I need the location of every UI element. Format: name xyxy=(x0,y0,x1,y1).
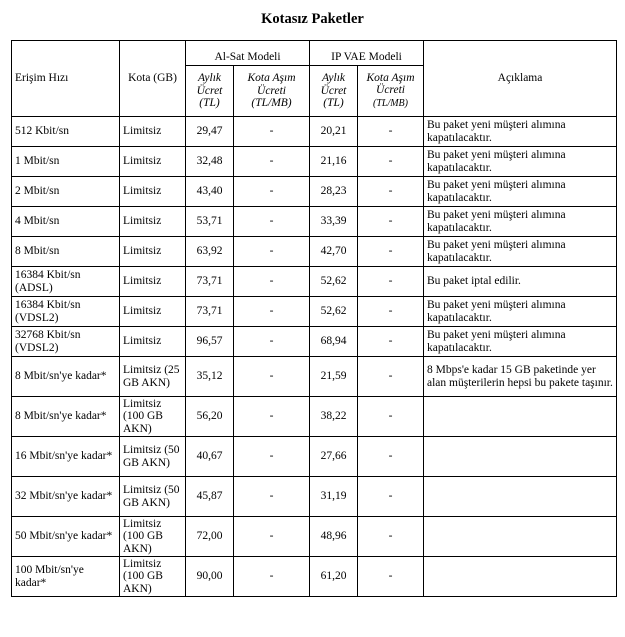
cell-speed: 16384 Kbit/sn (ADSL) xyxy=(12,267,120,297)
header-alsat: Al-Sat Modeli xyxy=(186,41,310,66)
cell-speed: 8 Mbit/sn'ye kadar* xyxy=(12,397,120,437)
cell-aciklama xyxy=(424,397,617,437)
cell-aciklama: Bu paket yeni müşteri alımına kapatılacaktır. xyxy=(424,327,617,357)
cell-alsat-kota-asim: - xyxy=(234,117,310,147)
cell-ipvae-aylik: 38,22 xyxy=(310,397,358,437)
cell-alsat-kota-asim: - xyxy=(234,297,310,327)
cell-ipvae-aylik: 21,59 xyxy=(310,357,358,397)
table-row xyxy=(12,117,617,147)
cell-speed: 2 Mbit/sn xyxy=(12,177,120,207)
table-row xyxy=(12,207,617,237)
cell-ipvae-aylik: 28,23 xyxy=(310,177,358,207)
cell-alsat-aylik: 72,00 xyxy=(186,517,234,557)
cell-kota: Limitsiz (50 GB AKN) xyxy=(120,437,186,477)
cell-alsat-kota-asim: - xyxy=(234,557,310,597)
cell-alsat-aylik: 45,87 xyxy=(186,477,234,517)
table-row xyxy=(12,327,617,357)
cell-alsat-aylik: 63,92 xyxy=(186,237,234,267)
cell-ipvae-kota-asim: - xyxy=(358,517,424,557)
cell-alsat-kota-asim: - xyxy=(234,327,310,357)
cell-alsat-aylik: 90,00 xyxy=(186,557,234,597)
cell-kota: Limitsiz xyxy=(120,147,186,177)
cell-ipvae-kota-asim: - xyxy=(358,177,424,207)
page-title: Kotasız Paketler xyxy=(261,11,364,27)
header-alsat-kota-asim: Kota Aşım Ücreti (TL/MB) xyxy=(234,66,310,117)
cell-aciklama: Bu paket yeni müşteri alımına kapatılacaktır. xyxy=(424,177,617,207)
table-row xyxy=(12,477,617,517)
cell-alsat-kota-asim: - xyxy=(234,397,310,437)
header-erisim: Erişim Hızı xyxy=(12,41,120,117)
cell-ipvae-kota-asim: - xyxy=(358,237,424,267)
cell-kota: Limitsiz xyxy=(120,237,186,267)
cell-ipvae-kota-asim: - xyxy=(358,207,424,237)
cell-aciklama: Bu paket yeni müşteri alımına kapatılacaktır. xyxy=(424,117,617,147)
cell-kota: Limitsiz (100 GB AKN) xyxy=(120,557,186,597)
cell-alsat-aylik: 96,57 xyxy=(186,327,234,357)
cell-speed: 50 Mbit/sn'ye kadar* xyxy=(12,517,120,557)
cell-kota: Limitsiz xyxy=(120,267,186,297)
cell-alsat-kota-asim: - xyxy=(234,237,310,267)
cell-ipvae-kota-asim: - xyxy=(358,147,424,177)
cell-ipvae-kota-asim: - xyxy=(358,557,424,597)
header-alsat-aylik: Aylık Ücret (TL) xyxy=(186,66,234,117)
cell-kota: Limitsiz (100 GB AKN) xyxy=(120,517,186,557)
cell-ipvae-aylik: 31,19 xyxy=(310,477,358,517)
table-row xyxy=(12,147,617,177)
cell-ipvae-aylik: 21,16 xyxy=(310,147,358,177)
table-row xyxy=(12,437,617,477)
cell-alsat-aylik: 56,20 xyxy=(186,397,234,437)
table-row xyxy=(12,397,617,437)
table-row xyxy=(12,267,617,297)
cell-alsat-aylik: 29,47 xyxy=(186,117,234,147)
table-row xyxy=(12,297,617,327)
cell-ipvae-aylik: 33,39 xyxy=(310,207,358,237)
cell-speed: 1 Mbit/sn xyxy=(12,147,120,177)
cell-ipvae-aylik: 68,94 xyxy=(310,327,358,357)
cell-speed: 32 Mbit/sn'ye kadar* xyxy=(12,477,120,517)
cell-ipvae-kota-asim: - xyxy=(358,397,424,437)
cell-ipvae-aylik: 52,62 xyxy=(310,267,358,297)
header-aciklama: Açıklama xyxy=(424,41,617,117)
cell-speed: 8 Mbit/sn xyxy=(12,237,120,267)
table-row xyxy=(12,557,617,597)
cell-ipvae-kota-asim: - xyxy=(358,297,424,327)
cell-alsat-kota-asim: - xyxy=(234,517,310,557)
cell-speed: 16384 Kbit/sn (VDSL2) xyxy=(12,297,120,327)
header-ipvae-kota-asim: Kota Aşım Ücreti (TL/MB) xyxy=(358,66,424,117)
header-ipvae-aylik: Aylık Ücret (TL) xyxy=(310,66,358,117)
cell-ipvae-kota-asim: - xyxy=(358,357,424,397)
cell-ipvae-aylik: 48,96 xyxy=(310,517,358,557)
header-kota: Kota (GB) xyxy=(120,41,186,117)
cell-aciklama: Bu paket yeni müşteri alımına kapatılacaktır. xyxy=(424,207,617,237)
cell-alsat-kota-asim: - xyxy=(234,437,310,477)
cell-aciklama: 8 Mbps'e kadar 15 GB paketinde yer alan müşterilerin hepsi bu pakete taşınır. xyxy=(424,357,617,397)
cell-ipvae-kota-asim: - xyxy=(358,437,424,477)
cell-aciklama: Bu paket iptal edilir. xyxy=(424,267,617,297)
cell-alsat-kota-asim: - xyxy=(234,207,310,237)
cell-alsat-kota-asim: - xyxy=(234,177,310,207)
cell-aciklama xyxy=(424,557,617,597)
table-row xyxy=(12,237,617,267)
cell-alsat-aylik: 73,71 xyxy=(186,267,234,297)
cell-speed: 16 Mbit/sn'ye kadar* xyxy=(12,437,120,477)
table-row xyxy=(12,517,617,557)
cell-kota: Limitsiz (25 GB AKN) xyxy=(120,357,186,397)
cell-ipvae-aylik: 61,20 xyxy=(310,557,358,597)
table-row xyxy=(12,177,617,207)
cell-ipvae-aylik: 27,66 xyxy=(310,437,358,477)
cell-ipvae-aylik: 42,70 xyxy=(310,237,358,267)
cell-alsat-aylik: 40,67 xyxy=(186,437,234,477)
cell-alsat-aylik: 53,71 xyxy=(186,207,234,237)
cell-alsat-kota-asim: - xyxy=(234,267,310,297)
cell-alsat-aylik: 73,71 xyxy=(186,297,234,327)
cell-speed: 8 Mbit/sn'ye kadar* xyxy=(12,357,120,397)
cell-ipvae-kota-asim: - xyxy=(358,267,424,297)
cell-kota: Limitsiz xyxy=(120,207,186,237)
cell-kota: Limitsiz (50 GB AKN) xyxy=(120,477,186,517)
cell-alsat-kota-asim: - xyxy=(234,357,310,397)
cell-speed: 4 Mbit/sn xyxy=(12,207,120,237)
cell-aciklama xyxy=(424,437,617,477)
cell-aciklama: Bu paket yeni müşteri alımına kapatılacaktır. xyxy=(424,297,617,327)
cell-ipvae-aylik: 20,21 xyxy=(310,117,358,147)
cell-ipvae-kota-asim: - xyxy=(358,327,424,357)
cell-kota: Limitsiz xyxy=(120,297,186,327)
cell-speed: 32768 Kbit/sn (VDSL2) xyxy=(12,327,120,357)
cell-aciklama xyxy=(424,517,617,557)
cell-alsat-aylik: 32,48 xyxy=(186,147,234,177)
cell-ipvae-aylik: 52,62 xyxy=(310,297,358,327)
cell-aciklama: Bu paket yeni müşteri alımına kapatılacaktır. xyxy=(424,147,617,177)
cell-kota: Limitsiz xyxy=(120,117,186,147)
cell-kota: Limitsiz xyxy=(120,177,186,207)
cell-aciklama xyxy=(424,477,617,517)
cell-ipvae-kota-asim: - xyxy=(358,477,424,517)
cell-speed: 512 Kbit/sn xyxy=(12,117,120,147)
cell-speed: 100 Mbit/sn'ye kadar* xyxy=(12,557,120,597)
cell-alsat-aylik: 35,12 xyxy=(186,357,234,397)
cell-ipvae-kota-asim: - xyxy=(358,117,424,147)
header-ipvae: IP VAE Modeli xyxy=(310,41,424,66)
cell-aciklama: Bu paket yeni müşteri alımına kapatılacaktır. xyxy=(424,237,617,267)
cell-kota: Limitsiz (100 GB AKN) xyxy=(120,397,186,437)
cell-alsat-kota-asim: - xyxy=(234,477,310,517)
packages-table xyxy=(11,40,617,597)
cell-kota: Limitsiz xyxy=(120,327,186,357)
cell-alsat-kota-asim: - xyxy=(234,147,310,177)
cell-alsat-aylik: 43,40 xyxy=(186,177,234,207)
table-row xyxy=(12,357,617,397)
